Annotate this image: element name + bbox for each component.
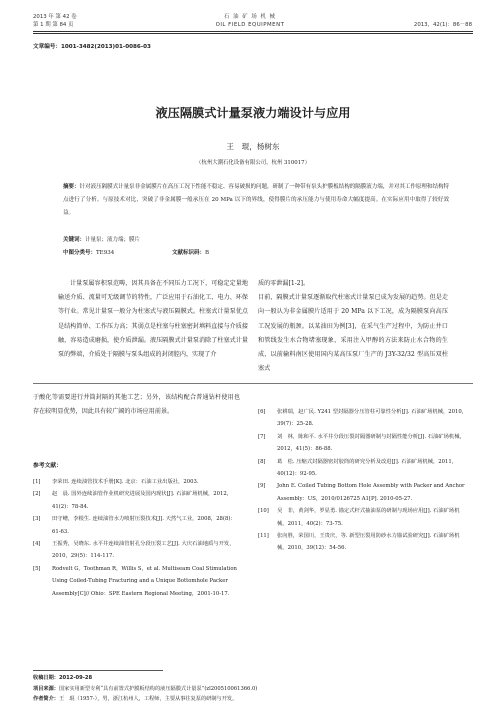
reference-text: 吴 非，黄剑华，罗显勇. 锚定式杆式抽油泵的研制与现场应用[J]. 石油矿场机械，2011，40(2)：73-75. bbox=[277, 508, 460, 527]
abstract bbox=[63, 181, 449, 221]
reference-text: 李荣田. 连续油管技术手册[K]. 北京：石油工业出版社，2003. bbox=[52, 479, 199, 485]
references-right bbox=[258, 406, 470, 555]
author-bio-label: 作者简介： bbox=[33, 696, 59, 702]
keywords-text: 计量泵；液力端；膜片 bbox=[85, 237, 141, 243]
reference-entry bbox=[33, 476, 241, 488]
keywords-label: 关键词： bbox=[63, 237, 86, 243]
journal-citation: 2013，42(1)：86－88 bbox=[413, 21, 472, 28]
reference-number: [10] bbox=[258, 508, 269, 515]
keywords bbox=[63, 234, 449, 247]
reference-entry bbox=[258, 480, 470, 505]
reference-entry bbox=[33, 513, 241, 538]
body-left-column: 计量泵属容积泵范畴，因其具备在不同压力工况下，可稳定定量地输送介质、流量可无级调节的特性，广泛应用于石油化工、电力、环保等行业。常见计量泵一般分为柱塞式与液压隔膜式。柱塞式计量泵优点是结构简单、工作压力高；其弱点是柱塞与柱塞密封填料直接与介质接触，容易造成磨损，使介质泄漏。液压隔膜式计量泵消除了柱塞式计量泵的弊端，介质处于隔膜与泵头组成的封闭腔内，实现了介 bbox=[58, 280, 248, 359]
reference-number: [3] bbox=[33, 516, 41, 523]
header-rule-thick bbox=[33, 31, 473, 32]
fund-note bbox=[33, 684, 473, 695]
body-right-para1: 质的零泄漏[1-2]。 目前，隔膜式计量泵逐渐取代柱塞式计量泵已成为发展的趋势。但是走向一般认为非金属膜片适用于 20 MPa 以下工况，成为隔膜泵向高压工况发展的瓶颈。以某油田为例[3]，在采气生产过程中，为防止井口和管线发生水合物堵塞现象，采用注入甲醇的方法来防止水合物的生成，以前输料南区使用国内某高压泵厂生产的 J3Y-32/32 型高压双柱塞式 bbox=[258, 280, 448, 373]
abstract-label: 摘要： bbox=[63, 184, 80, 190]
previous-article-conclusion: 于酸化等需要进行井筒封隔的其他工艺；另外，该结构配合普通钻杆使用也存在较明显优势，因此具有较广阔的市场应用前景。 bbox=[33, 394, 240, 416]
footer-rule bbox=[33, 670, 163, 671]
reference-text: 葛 松. 压缩式封隔器密封胶筒的研究分析及改进[J]. 石油矿场机械，2011，40(12)：92-95. bbox=[277, 458, 458, 478]
journal-volume bbox=[33, 14, 77, 29]
reference-number: [8] bbox=[258, 458, 266, 465]
reference-number: [11] bbox=[258, 533, 269, 540]
reference-number: [5] bbox=[33, 565, 41, 572]
references-heading: 参考文献： bbox=[33, 463, 62, 469]
reference-text: John E. Coiled Tubing Bottom Hole Assembly with Packer and Anchor Assembly：US，2010/0126725 A1[P]. 2010-05-27. bbox=[277, 483, 465, 502]
reference-entry bbox=[258, 431, 470, 456]
doc-code-value: B bbox=[204, 250, 210, 256]
references-left bbox=[33, 476, 241, 600]
reference-entry bbox=[258, 505, 470, 530]
paper-affiliation: （杭州大潮石化设备有限公司，杭州 310017） bbox=[196, 160, 310, 166]
clc-label: 中图分类号： bbox=[63, 250, 97, 256]
reference-text: 田守嶒，李根生. 连续油管水力喷射压裂技术[J]. 天然气工业，2008，28(8)：61-63. bbox=[52, 516, 236, 535]
article-number: 文章编号：1001-3482(2013)01-0086-03 bbox=[33, 44, 151, 50]
reference-text: 张耕瑞，赵广民. Y241 型封隔器分压管柱可靠性分析[J]. 石油矿场机械，2010，39(7)：25-28. bbox=[277, 409, 468, 428]
clc-value: TE934 bbox=[96, 250, 115, 256]
reference-number: [7] bbox=[258, 433, 266, 440]
author-bio bbox=[33, 694, 473, 705]
reference-text: 赵 晨. 国外连续油管作业机研究进展及国内现状[J]. 石油矿场机械，2012，41(2)：78-84. bbox=[52, 491, 233, 510]
reference-number: [9] bbox=[258, 483, 266, 490]
reference-number: [4] bbox=[33, 541, 41, 548]
doc-code-label: 文献标识码： bbox=[171, 250, 205, 256]
fund-text: 国家实用新型专利“具有前置式护膜板结构的液压隔膜式计量泵”(zl200510061366.0) bbox=[58, 685, 258, 692]
reference-number: [1] bbox=[33, 479, 41, 485]
header-rule-thin bbox=[33, 33, 473, 34]
abstract-text: 针对液压隔膜式计量泵非金属膜片在高压工况下性能不稳定、容易破损的问题，研制了一种带有泵头护膜板结构的隔膜液力端，并对其工作原理和结构特点进行了分析。与原技术对比，突破了非金属膜一般承压在 20 MPa 以下的界线，使得膜片的承压能力与使用寿命大幅度提高。在实际应用中取得了较好效益。 bbox=[63, 184, 449, 217]
footer-notes bbox=[33, 673, 473, 705]
reference-text: Rodvelt G，Toothman R，Willis S，et al. Multiseam Coal Stimulation Using Coiled-Tubing Fracturing and a Unique Bottomhole Packer Assembly[C]// Ohio：SPE Eastern Regional Meeting，2001-10-17. bbox=[52, 565, 237, 597]
journal-volume-line: 2013 年 第 42 卷 bbox=[33, 14, 77, 20]
reference-entry bbox=[33, 563, 241, 600]
author-bio-text: 王 琨（1957-），男，浙江杭州人，工程师，主要从事往复泵的研制与开发。 bbox=[58, 696, 238, 702]
fund-label: 项目来源： bbox=[33, 685, 59, 692]
journal-name-en: OIL FIELD EQUIPMENT bbox=[215, 21, 285, 28]
journal-name-cn: 石 油 矿 场 机 械 bbox=[224, 14, 276, 20]
body-right-column bbox=[258, 277, 448, 376]
paper-title: 液压隔膜式计量泵液力端设计与应用 bbox=[155, 106, 351, 120]
paper-authors: 王 琨，杨树东 bbox=[226, 142, 280, 151]
received-date: 收稿日期：2012-09-28 bbox=[33, 675, 93, 681]
reference-entry bbox=[33, 538, 241, 563]
reference-text: 刘 林，陈和平. 水平井分段压裂封隔器研制与封隔性能分析[J]. 石油矿场机械，2012，41(5)：86-88. bbox=[277, 433, 465, 453]
reference-text: 王振秀，吴晓东. 水平井连续油管射孔分段压裂工艺[J]. 大庆石油地质与开发，2010，29(5)：114-117. bbox=[52, 541, 235, 560]
classification bbox=[63, 247, 449, 260]
reference-entry bbox=[258, 456, 470, 481]
reference-entry bbox=[258, 530, 470, 555]
journal-issue-line: 第 1 期 第 84 页 bbox=[33, 21, 74, 28]
reference-entry bbox=[258, 406, 470, 431]
reference-number: [6] bbox=[258, 409, 266, 415]
reference-number: [2] bbox=[33, 491, 41, 498]
section-divider bbox=[33, 383, 473, 384]
reference-text: 张向胜，荣国川，王贵庆，等. 新型压裂用防砂水力锚试验研究[J]. 石油矿场机械，2010，39(12)：54-56. bbox=[277, 533, 460, 552]
journal-name bbox=[180, 14, 320, 29]
reference-entry bbox=[33, 488, 241, 513]
